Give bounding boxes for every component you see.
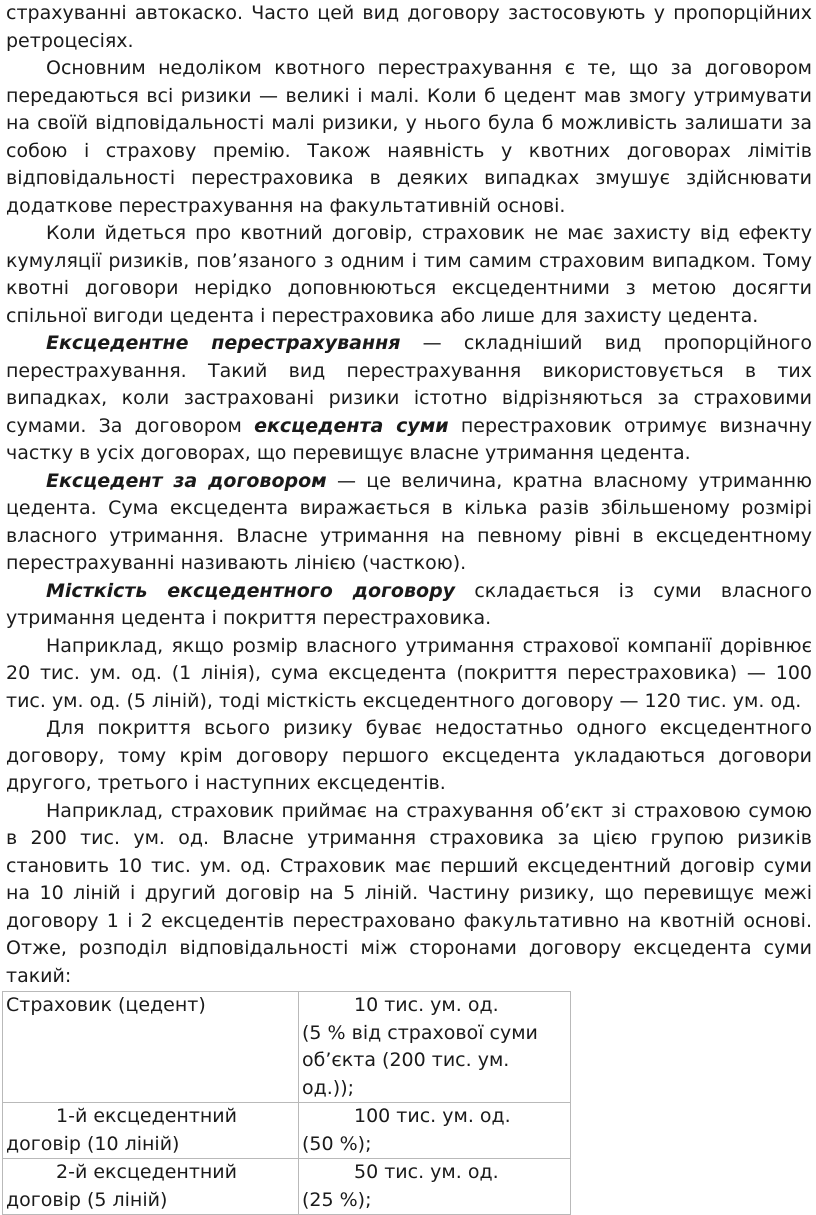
table-cell-share (299, 1159, 571, 1215)
share-amount: 100 тис. ум. од. (354, 1105, 511, 1127)
paragraph-excess-by-contract (6, 468, 812, 578)
table-cell-share (299, 992, 571, 1103)
liability-allocation-table (2, 991, 571, 1215)
paragraph-excess-reinsurance (6, 330, 812, 468)
term-excess-of-sum: ексцедента суми (254, 414, 449, 437)
party-label: 2-й ексцедентний договір (5 ліній) (6, 1161, 238, 1211)
term-excess-by-contract: Ексцедент за договором (46, 469, 327, 492)
share-detail: (5 % від страхової суми об’єкта (200 тис. ум. од.)); (302, 1021, 538, 1099)
term-capacity: Місткість ексцедентного договору (46, 579, 456, 602)
paragraph: Для покриття всього ризику буває недостатньо одного ексцедентного договору, тому крім договору першого ексцедента укладаються договори другого, третього і наступних ексцедентів. (6, 717, 812, 794)
share-detail: (25 %); (302, 1188, 372, 1211)
share-amount: 50 тис. ум. од. (354, 1161, 499, 1183)
table-row (3, 1159, 571, 1215)
paragraph: Наприклад, якщо розмір власного утримання страхової компанії дорівнює 20 тис. ум. од. (1 лінія), сума ексцедента (покриття перестраховика) — 100 тис. ум. од. (5 ліній), тоді місткість ексцедентного договору — 120 тис. ум. од. (6, 634, 812, 712)
paragraph-text: перестраховик отримує визначну частку в усіх договорах, що перевищує власне утримання цедента. (6, 414, 812, 464)
paragraph: Наприклад, страховик приймає на страхування об’єкт зі страховою сумою в 200 тис. ум. од. Власне утримання страховика за цією групою ризиків становить 10 тис. ум. од. Страховик має перший ексцедентний договір суми на 10 ліній і другий договір на 5 ліній. Частину ризику, що перевищує межі договору 1 і 2 ексцедентів перестраховано факультативно на квотній основі. Отже, розподіл відповідальності між сторонами договору ексцедента суми такий: (6, 799, 812, 987)
share-amount: 10 тис. ум. од. (354, 994, 499, 1016)
paragraph: Основним недоліком квотного перестрахування є те, що за договором передаються всі ризики — великі і малі. Коли б цедент мав змогу утримувати на своїй відповідальності малі ризики, у нього була б можливість залишати за собою і страхову премію. Також наявність у квотних договорах лімітів відповідальності перестраховика в деяких випадках змушує здійснювати додаткове перестрахування на факультативній основі. (6, 57, 812, 217)
paragraph-text: складається із суми власного утримання цедента і покриття перестраховика. (6, 579, 813, 629)
party-label: 1-й ексцедентний договір (10 ліній) (6, 1105, 238, 1155)
table-row (3, 992, 571, 1103)
paragraph-text: — це величина, кратна власному утриманню цедента. Сума ексцедента виражається в кілька разів збільшеному розмірі власного утримання. Власне утримання на певному рівні в ексцедентному перестрахуванні називають лінією (часткою). (6, 469, 812, 574)
share-detail: (50 %); (302, 1132, 372, 1155)
table-cell-party (3, 1103, 299, 1159)
document-body (6, 0, 812, 990)
term-excess-reinsurance: Ексцедентне перестрахування (46, 332, 401, 354)
table-cell-party (3, 1159, 299, 1215)
paragraph-capacity (6, 578, 812, 633)
table-cell-share (299, 1103, 571, 1159)
table-row (3, 1103, 571, 1159)
paragraph: страхуванні автокаско. Часто цей вид договору застосовують у пропорційних ретроцесіях. (6, 2, 812, 52)
table-cell-party: Страховик (цедент) (3, 992, 299, 1103)
paragraph: Коли йдеться про квотний договір, страховик не має захисту від ефекту кумуляції ризиків, пов’язаного з одним і тим самим страховим випадком. Тому квотні договори нерідко доповнюються ексцедентними з метою досягти спільної вигоди цедента і перестраховика або лише для захисту цедента. (6, 222, 812, 327)
paragraph-text: — складніший вид пропорційного перестрахування. Такий вид перестрахування використовується в тих випадках, коли застраховані ризики істотно відрізняються за страховими сумами. За договором (6, 332, 812, 437)
